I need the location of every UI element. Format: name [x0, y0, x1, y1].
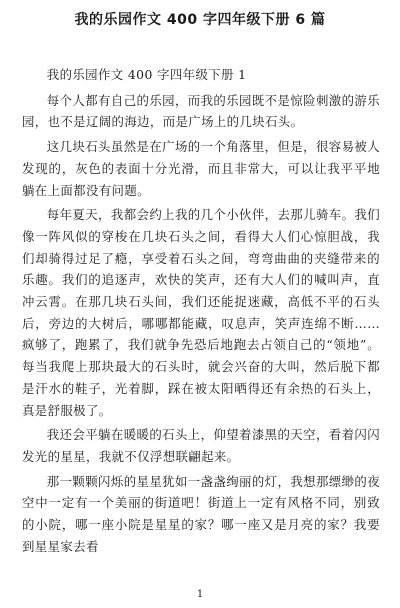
paragraph-4: 我还会平躺在暖暖的石头上，仰望着漆黑的天空，看着闪闪发光的星星，我就不仅浮想联翩起来。 [22, 427, 380, 464]
paragraph-3: 每年夏天，我都会约上我的几个小伙伴，去那儿骑车。我们像一阵风似的穿梭在几块石头之间，看得大人们心惊胆战，我们却骑得过足了瘾，享受着石头之间，弯弯曲曲的夹缝带来的乐趣。我们的追逐声，欢快的笑声，还有大人们的喊叫声，直冲云霄。在那几块石头间，我们还能捉迷藏，高低不平的石头后，旁边的大树后，哪哪都能藏，叹息声，笑声连绵不断……疯够了，跑累了，我们就争先恐后地跑去占领自己的“领地”。每当我爬上那块最大的石头时，就会兴奋的大叫，然后脱下都是汗水的鞋子，光着脚，踩在被太阳晒得还有余热的石头上，真是舒服极了。 [22, 207, 380, 418]
section-heading: 我的乐园作文 400 字四年级下册 1 [46, 67, 247, 82]
paragraph-5: 那一颗颗闪烁的星星犹如一盏盏绚丽的灯，我想那缥缈的夜空中一定有一个美丽的街道吧！街道上一定有风格不同，别致的小院，哪一座小院是星星的家？哪一座又是月亮的家？我要到星星家去看 [22, 473, 380, 554]
document-body [22, 64, 380, 557]
document-title: 我的乐园作文 400 字四年级下册 6 篇 [74, 12, 326, 28]
paragraph-2: 这几块石头虽然是在广场的一个角落里，但是，很容易被人发现的，灰色的表面十分光滑，而且非常大，可以让我平平地躺在上面都没有问题。 [22, 139, 380, 198]
page-number: 1 [196, 589, 204, 600]
paragraph-1: 每个人都有自己的乐园，而我的乐园既不是惊险刺激的游乐园，也不是辽阔的海边，而是广场上的几块石头。 [22, 92, 380, 130]
